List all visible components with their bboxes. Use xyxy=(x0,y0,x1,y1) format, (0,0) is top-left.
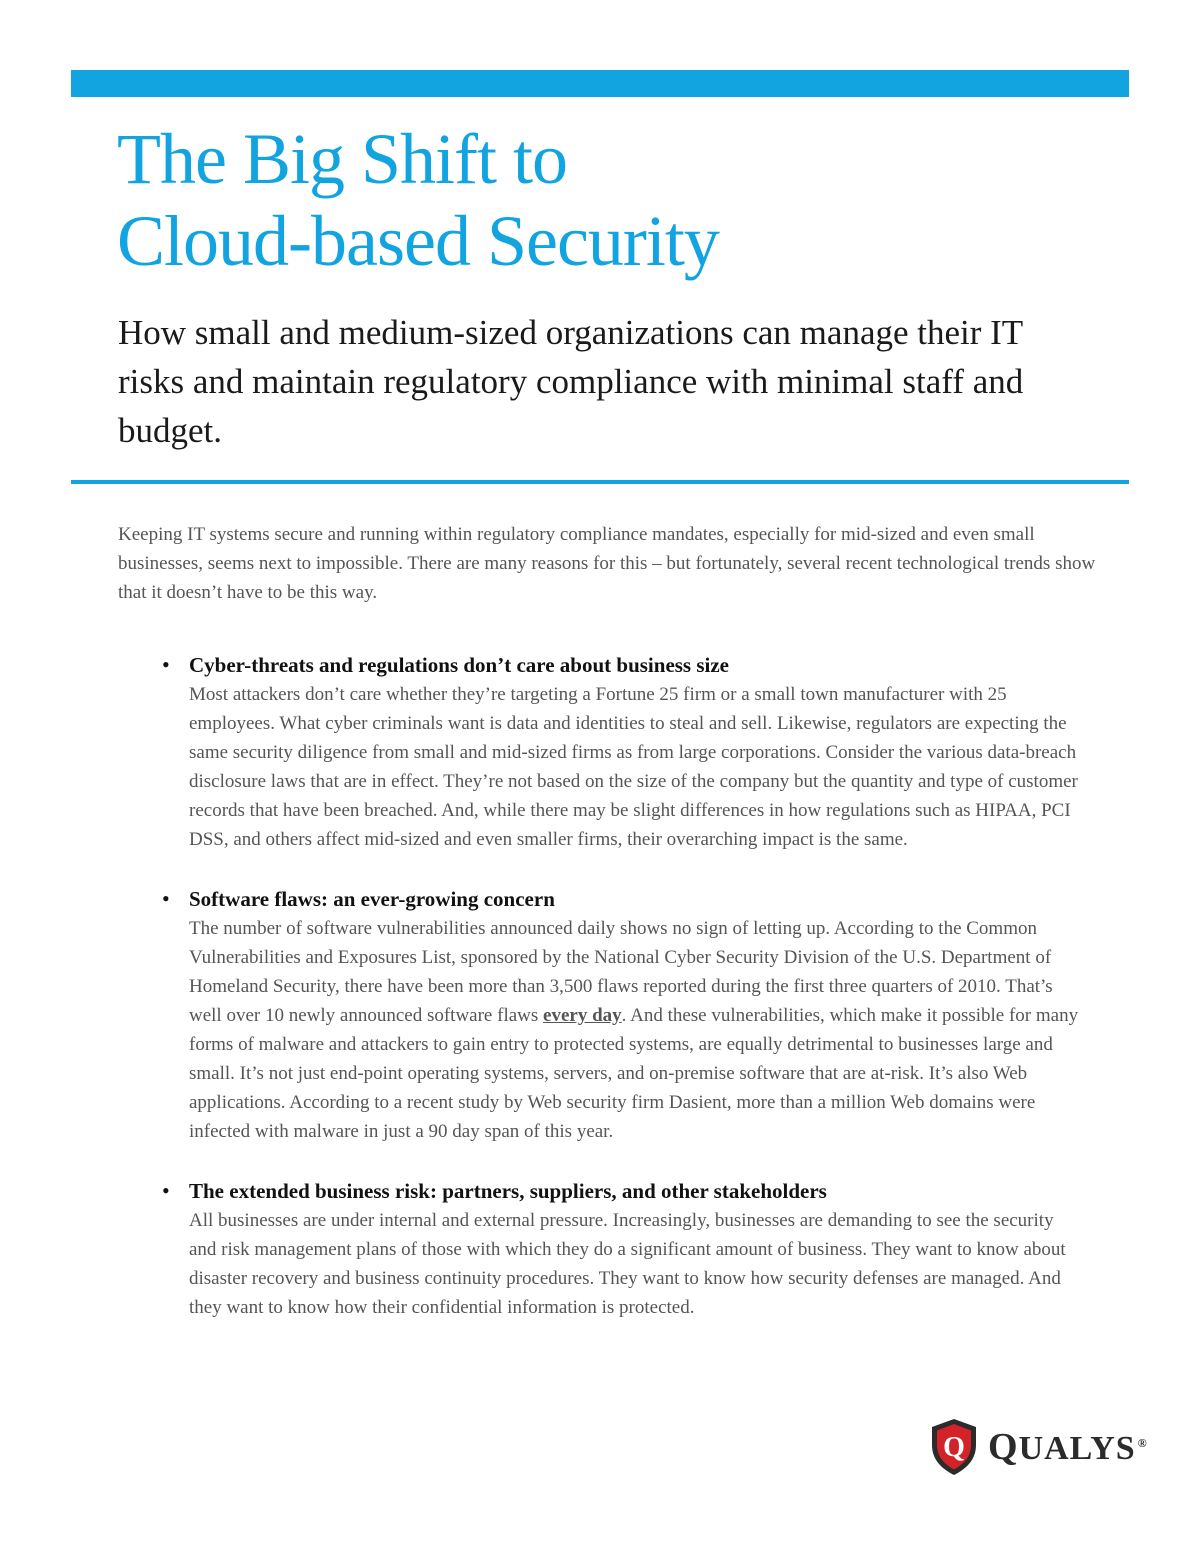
bullet-body: All businesses are under internal and external pressure. Increasingly, businesses are demanding to see the security and risk management plans of those with which they do a significant amount of business. They want to know about disaster recovery and business continuity procedures. They want to know how security defenses are managed. And they want to know how their confidential information is protected. xyxy=(189,1210,1066,1318)
bullet-heading: Cyber-threats and regulations don’t care about business size xyxy=(189,653,730,677)
bullet-dot-icon: • xyxy=(162,652,170,677)
bullet-item-software-flaws xyxy=(160,884,1080,1146)
wordmark-initial: Q xyxy=(988,1426,1019,1468)
intro-paragraph: Keeping IT systems secure and running within regulatory compliance mandates, especially for mid-sized and even small businesses, seems next to impossible. There are many reasons for this – but fortunately, several recent technological trends show that it doesn’t have to be this way. xyxy=(118,524,1096,603)
bullet-list xyxy=(160,650,1080,1352)
bullet-dot-icon: • xyxy=(162,1178,170,1203)
qualys-wordmark xyxy=(988,1425,1148,1469)
wordmark-rest: UALYS xyxy=(1018,1430,1136,1467)
bullet-item-business-size xyxy=(160,650,1080,854)
every-day-emphasis: every day xyxy=(543,1005,622,1026)
bullet-dot-icon: • xyxy=(162,886,170,911)
bullet-body xyxy=(189,914,1079,1146)
section-divider xyxy=(71,480,1129,484)
bullet-heading: Software flaws: an ever-growing concern xyxy=(189,887,555,911)
shield-letter: Q xyxy=(943,1432,965,1463)
page-subtitle: How small and medium-sized organizations can manage their IT risks and maintain regulatory compliance with minimal staff and budget. xyxy=(118,313,1024,450)
page-title xyxy=(117,118,1117,282)
qualys-logo xyxy=(930,1417,1148,1477)
bullet-item-extended-risk xyxy=(160,1176,1080,1322)
qualys-shield-icon xyxy=(930,1418,978,1476)
bullet-heading: The extended business risk: partners, suppliers, and other stakeholders xyxy=(189,1179,827,1203)
bullet-body-part: The number of software vulnerabilities announced daily shows no sign of letting up. According to the Common Vulnerabilities and Exposures List, sponsored by the National Cyber Security Division of the U.S. Department of Homeland Security, there have been more than 3,500 flaws reported during the first three quarters of 2010. That’s well over 10 newly announced software flaws xyxy=(189,918,1053,1026)
bullet-body: Most attackers don’t care whether they’re targeting a Fortune 25 firm or a small town manufacturer with 25 employees. What cyber criminals want is data and identities to steal and sell. Likewise, regulators are expecting the same security diligence from small and mid-sized firms as from large corporations. Consider the various data-breach disclosure laws that are in effect. They’re not based on the size of the company but the quantity and type of customer records that have been breached. And, while there may be slight differences in how regulations such as HIPAA, PCI DSS, and others affect mid-sized and even smaller firms, their overarching impact is the same. xyxy=(189,684,1078,850)
registered-mark: ® xyxy=(1137,1435,1148,1450)
top-accent-bar xyxy=(71,70,1129,97)
page-title-line-2: Cloud-based Security xyxy=(117,201,719,281)
page-title-line-1: The Big Shift to xyxy=(117,119,567,199)
bullet-body-part: . And these vulnerabilities, which make it possible for many forms of malware and attackers to gain entry to protected systems, are equally detrimental to businesses large and small. It’s not just end-point operating systems, servers, and on-premise software that are at-risk. It’s also Web applications. According to a recent study by Web security firm Dasient, more than a million Web domains were infected with malware in just a 90 day span of this year. xyxy=(189,1005,1079,1142)
